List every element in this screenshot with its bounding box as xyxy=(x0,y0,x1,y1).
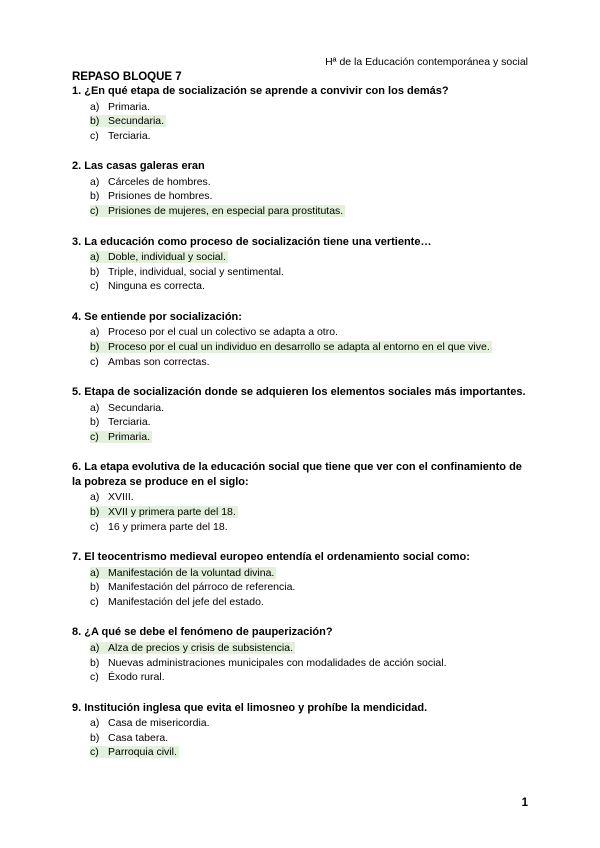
option-text: Prisiones de hombres. xyxy=(108,190,213,203)
option-text: Cárceles de hombres. xyxy=(108,175,211,188)
option-letter: c) xyxy=(90,129,99,142)
option xyxy=(72,731,532,746)
option-text: Secundaria. xyxy=(108,115,165,128)
option-correct xyxy=(72,745,532,760)
question-text: 9. Institución inglesa que evita el limosneo y prohíbe la mendicidad. xyxy=(72,701,428,714)
option-content xyxy=(90,402,164,414)
option xyxy=(72,355,532,370)
option-letter: c) xyxy=(90,430,99,443)
option-list xyxy=(72,716,532,760)
question-block xyxy=(72,159,532,218)
question-text: 1. ¿En qué etapa de socialización se aprende a convivir con los demás? xyxy=(72,85,449,97)
document-body xyxy=(72,70,532,776)
option-text: XVII y primera parte del 18. xyxy=(108,506,236,518)
answer-highlight xyxy=(90,642,295,654)
option-content xyxy=(90,657,447,669)
option-letter: c) xyxy=(90,280,99,293)
option-letter: b) xyxy=(90,340,100,353)
option-content xyxy=(90,416,151,428)
option-letter: a) xyxy=(90,566,100,579)
option-list xyxy=(72,566,532,610)
option-content xyxy=(90,581,295,593)
option-text: Proceso por el cual un individuo en desarrollo se adapta al entorno en el que vive. xyxy=(108,340,490,353)
option xyxy=(72,595,532,610)
option-letter: a) xyxy=(90,641,100,654)
option-text: Alza de precios y crisis de subsistencia. xyxy=(108,641,293,654)
question-block xyxy=(72,235,532,294)
option-correct xyxy=(72,430,532,445)
option-text: Ambas son correctas. xyxy=(108,355,210,368)
question-text: 6. La etapa evolutiva de la educación social que tiene que ver con el confinamiento de la pobreza se produce en el siglo: xyxy=(72,461,522,488)
option-content xyxy=(90,266,284,278)
option-content xyxy=(90,491,134,503)
question-block xyxy=(72,84,532,143)
answer-highlight xyxy=(90,251,228,263)
option-text: Casa de misericordia. xyxy=(108,717,210,730)
option-letter: b) xyxy=(90,731,100,744)
page-header: Hª de la Educación contemporánea y social xyxy=(325,56,528,68)
option-list xyxy=(72,250,532,294)
option-text: Doble, individual y social. xyxy=(108,251,226,264)
question-text: 2. Las casas galeras eran xyxy=(72,160,205,173)
option-content xyxy=(90,521,228,533)
option-text: Ninguna es correcta. xyxy=(108,280,205,293)
question-block xyxy=(72,701,532,760)
option-letter: b) xyxy=(90,506,100,518)
option-text: Terciaria. xyxy=(108,416,151,429)
option-content xyxy=(90,130,151,142)
option-text: Éxodo rural. xyxy=(108,671,165,684)
option xyxy=(72,279,532,294)
option-letter: b) xyxy=(90,190,100,203)
question-block xyxy=(72,460,532,534)
option xyxy=(72,325,532,340)
option xyxy=(72,670,532,685)
question-block xyxy=(72,385,532,444)
option-letter: b) xyxy=(90,656,100,669)
option-letter: a) xyxy=(90,491,100,504)
option-content xyxy=(90,356,210,368)
option-text: Primaria. xyxy=(108,430,151,443)
option-text: Manifestación del jefe del estado. xyxy=(108,595,264,608)
answer-highlight xyxy=(90,341,492,353)
answer-highlight xyxy=(90,431,152,443)
option-list xyxy=(72,490,532,534)
option-correct xyxy=(72,204,532,219)
option-letter: a) xyxy=(90,326,100,339)
document-title: REPASO BLOQUE 7 xyxy=(72,71,182,83)
option-letter: a) xyxy=(90,100,100,113)
option-list xyxy=(72,641,532,685)
option-letter: c) xyxy=(90,671,99,684)
option-text: 16 y primera parte del 18. xyxy=(108,520,228,533)
option-text: Manifestación de la voluntad divina. xyxy=(108,566,275,579)
option xyxy=(72,175,532,190)
answer-highlight xyxy=(90,115,166,127)
option-content xyxy=(90,190,212,202)
option-content xyxy=(90,671,165,683)
option xyxy=(72,716,532,731)
option-list xyxy=(72,100,532,144)
option-content xyxy=(90,732,168,744)
question-block xyxy=(72,310,532,369)
answer-highlight xyxy=(90,746,179,758)
option-correct xyxy=(72,566,532,581)
option-letter: b) xyxy=(90,581,100,594)
option-letter: c) xyxy=(90,355,99,368)
option-letter: c) xyxy=(90,520,99,533)
option-letter: a) xyxy=(90,251,100,264)
question-block xyxy=(72,625,532,684)
option-correct xyxy=(72,505,532,520)
option-correct xyxy=(72,114,532,129)
option-letter: b) xyxy=(90,416,100,429)
option-letter: b) xyxy=(90,265,100,278)
question-text: 7. El teocentrismo medieval europeo entendía el ordenamiento social como: xyxy=(72,551,470,564)
option-letter: c) xyxy=(90,204,99,217)
option-text: Parroquia civil. xyxy=(108,746,177,759)
option xyxy=(72,100,532,115)
question-text: 4. Se entiende por socialización: xyxy=(72,310,242,323)
option-text: Primaria. xyxy=(108,100,151,113)
option-letter: a) xyxy=(90,175,100,188)
option-text: Prisiones de mujeres, en especial para prostitutas. xyxy=(108,204,344,217)
option xyxy=(72,265,532,280)
option-text: XVIII. xyxy=(108,491,134,504)
option-letter: a) xyxy=(90,401,100,414)
option-text: Proceso por el cual un colectivo se adapta a otro. xyxy=(108,326,338,339)
option xyxy=(72,490,532,505)
option-correct xyxy=(72,340,532,355)
option-text: Casa tabera. xyxy=(108,731,169,744)
option-content xyxy=(90,101,150,113)
answer-highlight xyxy=(90,506,238,518)
option-text: Triple, individual, social y sentimental. xyxy=(108,265,284,278)
option-list xyxy=(72,401,532,445)
option-content xyxy=(90,596,264,608)
option xyxy=(72,129,532,144)
question-text: 8. ¿A qué se debe el fenómeno de pauperización? xyxy=(72,626,333,639)
option-content xyxy=(90,717,210,729)
option-letter: c) xyxy=(90,746,99,759)
question-list xyxy=(72,84,532,760)
option xyxy=(72,580,532,595)
option xyxy=(72,189,532,204)
option-list xyxy=(72,325,532,369)
option-text: Manifestación del párroco de referencia. xyxy=(108,581,296,594)
option-letter: b) xyxy=(90,115,100,128)
option xyxy=(72,656,532,671)
option-list xyxy=(72,175,532,219)
option-text: Secundaria. xyxy=(108,401,165,414)
option xyxy=(72,401,532,416)
option-content xyxy=(90,280,205,292)
answer-highlight xyxy=(90,567,276,579)
option-content xyxy=(90,176,211,188)
option-correct xyxy=(72,641,532,656)
option-text: Terciaria. xyxy=(108,129,151,142)
option-letter: c) xyxy=(90,595,99,608)
option xyxy=(72,520,532,535)
question-text: 3. La educación como proceso de socialización tiene una vertiente… xyxy=(72,235,432,248)
answer-highlight xyxy=(90,205,345,217)
question-text: 5. Etapa de socialización donde se adquieren los elementos sociales más importantes. xyxy=(72,386,526,399)
page-number: 1 xyxy=(521,797,528,809)
option-content xyxy=(90,326,338,338)
option xyxy=(72,415,532,430)
option-correct xyxy=(72,250,532,265)
option-letter: a) xyxy=(90,717,100,730)
option-text: Nuevas administraciones municipales con modalidades de acción social. xyxy=(108,656,447,669)
question-block xyxy=(72,550,532,609)
